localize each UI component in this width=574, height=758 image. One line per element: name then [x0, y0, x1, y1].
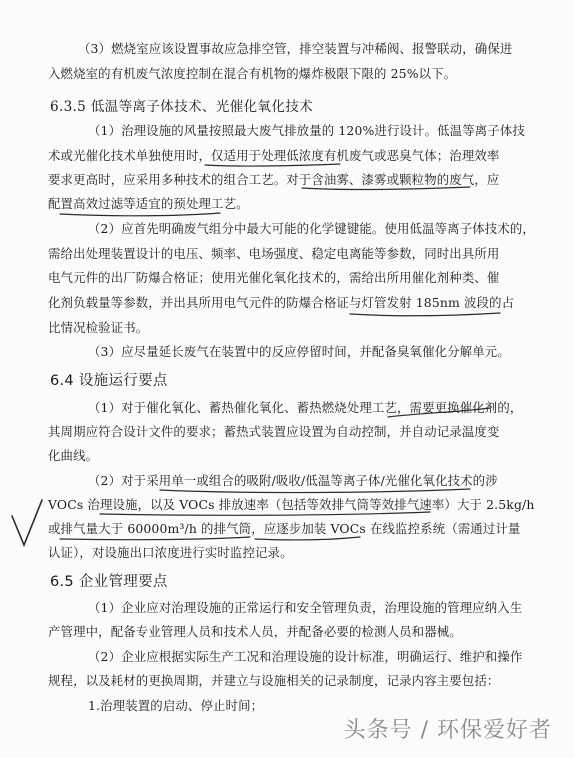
text-line-8: （2）应首先明确废气组分中最大可能的化学键键能。使用低温等离子体技术的，	[88, 221, 535, 236]
watermark-text: 头条号 / 环保爱好者	[343, 718, 552, 743]
underline-stroke	[100, 512, 430, 515]
text-line-25: （2）企业应根据实际生产工况和治理设施的设计标准，明确运行、维护和操作	[88, 649, 523, 664]
underline-stroke	[205, 164, 340, 166]
section-heading-6-4: 6.4 设施运行要点	[50, 373, 168, 389]
check-mark	[12, 500, 42, 545]
underline-stroke	[388, 408, 490, 417]
text-line-6: 要求更高时，应采用多种技术的组合工艺。对于含油雾、漆雾或颗粒物的废气，应	[48, 172, 500, 187]
text-line-27: 1.治理装置的启动、停止时间；	[88, 698, 264, 713]
text-line-5: 术或光催化技术单独使用时，仅适用于处理低浓度有机废气或恶臭气体；治理效率	[48, 148, 500, 163]
text-line-16: 其周期应符合设计文件的要求；蓄热式装置应设置为自动控制，并自动记录温度变	[48, 424, 500, 439]
text-line-12: 比情况检验证书。	[48, 320, 149, 335]
text-line-2: 入燃烧室的有机废气浓度控制在混合有机物的爆炸极限下限的 25%以下。	[48, 66, 457, 81]
underline-stroke	[60, 537, 250, 540]
section-heading-6-5: 6.5 企业管理要点	[50, 574, 168, 590]
text-line-17: 化曲线。	[48, 448, 99, 463]
text-line-18: （2）对于采用单一或组合的吸附/吸收/低温等离子体/光催化氧化技术的涉	[88, 473, 498, 488]
underline-stroke	[60, 213, 220, 216]
text-line-15: （1）对于催化氧化、蓄热催化氧化、蓄热燃烧处理工艺，需要更换催化剂的，	[88, 400, 523, 415]
text-line-24: 产管理中，配备专业管理人员和技术人员，并配备必要的检测人员和器械。	[48, 624, 462, 639]
text-line-13: （3）应尽量延长废气在装置中的反应停留时间，并配备臭氧催化分解单元。	[88, 344, 510, 359]
text-line-4: （1）治理设施的风量按照最大废气排放量的 120%进行设计。低温等离子体技	[88, 123, 525, 138]
text-line-19: VOCs 治理设施，以及 VOCs 排放速率（包括等效排气筒等效排气速率）大于 2.5kg/h	[48, 497, 535, 512]
underline-stroke	[302, 187, 470, 190]
text-line-1: （3）燃烧室应该设置事故应急排空管，排空装置与冲稀阀、报警联动，确保进	[78, 41, 513, 56]
text-line-9: 需给出处理装置设计的电压、频率、电场强度、稳定电离能等参数，同时出具所用	[48, 246, 500, 261]
text-line-7: 配置高效过滤等适宜的预处理工艺。	[48, 196, 249, 211]
underline-stroke	[255, 537, 360, 540]
text-line-10: 电气元件的出厂防爆合格证；使用光催化氧化技术的，需给出所用催化剂种类、催	[48, 270, 500, 285]
text-line-20: 或排气量大于 60000m³/h 的排气筒，应逐步加装 VOCs 在线监控系统（需通过计量	[48, 521, 521, 536]
underline-stroke	[160, 489, 470, 493]
section-heading-6-3-5: 6.3.5 低温等离子体技术、光催化氧化技术	[50, 99, 314, 115]
text-line-11: 化剂负载量等参数，并出具所用电气元件的防爆合格证与灯管发射 185nm 波段的占	[48, 295, 515, 310]
underline-stroke	[350, 313, 500, 316]
text-line-21: 认证），对设施出口浓度进行实时监控记录。	[48, 545, 293, 560]
text-line-26: 规程，以及耗材的更换周期，并建立与设施相关的记录制度，记录内容主要包括：	[48, 673, 500, 688]
text-line-23: （1）企业应对治理设施的正常运行和安全管理负责，治理设施的管理应纳入生	[88, 600, 523, 615]
